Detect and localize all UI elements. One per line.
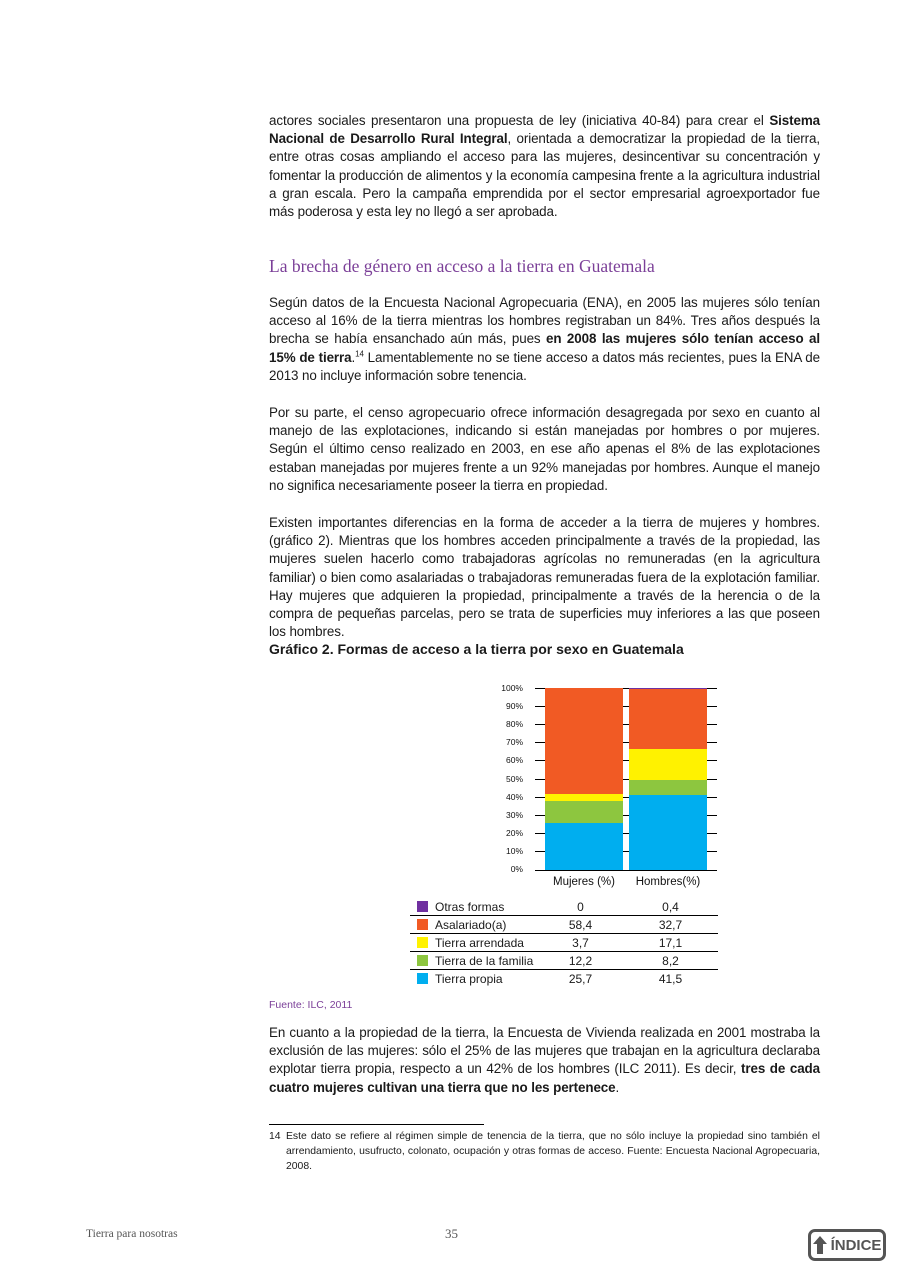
table-row	[410, 970, 718, 988]
footnote-number: 14	[269, 1131, 281, 1142]
y-tick-40: 40%	[505, 792, 523, 802]
ena-bold: en 2008 las mujeres sólo tenían acceso al 15% de tierra	[269, 331, 820, 365]
cell-value: 17,1	[623, 934, 718, 952]
table-row	[410, 934, 718, 952]
y-tick-100: 100%	[501, 683, 523, 693]
swatch-tierra-familia	[417, 955, 428, 966]
y-tick-0: 0%	[510, 864, 523, 874]
seg-tierra-propia	[629, 795, 707, 871]
paragraph-diferencias: Existen importantes diferencias en la forma de acceder a la tierra de mujeres y hombres. (gráfico 2). Mientras que los hombres acceden principalmente a través de la propiedad, las mujeres suelen hacerlo como trabajadoras agrícolas no remuneradas (en la agricultura familiar) o bien como asalariadas o trabajadoras remuneradas fuera de la explotación familiar. Hay mujeres que adquieren la propiedad, principalmente a través de la herencia o de la compra de pequeñas parcelas, pero se trata de superficies muy inferiores a las que poseen los hombres.	[269, 515, 820, 640]
table-row	[410, 898, 718, 916]
paragraph-ena: Según datos de la Encuesta Nacional Agropecuaria (ENA), en 2005 las mujeres sólo tenían acceso al 16% de la tierra mientras los hombres registraban un 84%. Tres años después la brecha se había ensanchado aún más, pues en 2008 las mujeres sólo tenían acceso al 15% de tierra.$^{14}$ Lamentablemente no se tiene acceso a datos más recientes, pues la ENA de 2013 no incluye información sobre tenencia.	[269, 295, 820, 383]
bar-mujeres	[545, 688, 623, 870]
cell-value: 0,4	[623, 898, 718, 916]
cell-value: 58,4	[538, 916, 623, 934]
table-row	[410, 916, 718, 934]
chart-data-table	[410, 898, 718, 987]
swatch-tierra-arrendada	[417, 937, 428, 948]
vivienda-text-2: .	[615, 1079, 620, 1095]
y-tick-70: 70%	[505, 737, 523, 747]
vivienda-bold: tres de cada cuatro mujeres cultivan una tierra que no les pertenece	[269, 1061, 820, 1095]
seg-tierra-propia	[545, 823, 623, 870]
y-tick-80: 80%	[505, 719, 523, 729]
seg-asalariado	[545, 688, 623, 794]
index-button-label: ÍNDICE	[830, 1236, 882, 1254]
cell-value: 25,7	[568, 971, 593, 986]
y-tick-60: 60%	[505, 755, 523, 765]
paragraph-vivienda	[269, 1024, 820, 1097]
footnote-divider	[269, 1124, 484, 1125]
cell-value: 0	[538, 898, 623, 916]
seg-tierra-arrendada	[629, 749, 707, 780]
intro-text-2: , orientada a democratizar la propiedad de la tierra, entre otras cosas ampliando el acceso para las mujeres, desincentivar su concentración y fomentar la producción de alimentos y la economía campesina frente a la agricultura industrial a gran escala. Pero la campaña emprendida por el sector empresarial agroexportador fue más poderosa y esta ley no llegó a ser aprobada.	[269, 131, 820, 220]
seg-otras-formas	[629, 688, 707, 689]
arrow-up-icon	[813, 1236, 827, 1254]
section-heading: La brecha de género en acceso a la tierra en Guatemala	[269, 256, 655, 276]
cell-value: 8,2	[623, 952, 718, 970]
ena-text: Según datos de la Encuesta Nacional Agropecuaria (ENA), en 2005 las mujeres sólo tenían acceso al 16% de la tierra mientras los hombres registraban un 84%. Tres años después la brecha se había ensanchado aún más, pues	[269, 295, 820, 347]
swatch-asalariado	[417, 919, 428, 930]
vivienda-text: En cuanto a la propiedad de la tierra, la Encuesta de Vivienda realizada en 2001 mostraba la exclusión de las mujeres: sólo el 25% de las mujeres que trabajan en la agricultura declaraba explotar tierra propia, respecto a un 42% de los hombres (ILC 2011). Es decir,	[269, 1025, 820, 1077]
paragraph-censo: Por su parte, el censo agropecuario ofrece información desagregada por sexo en cuanto al manejo de las explotaciones, indicando si están manejadas por hombres o por mujeres. Según el último censo realizado en 2003, en ese año apenas el 8% de las explotaciones estaban manejadas por mujeres frente a un 92% manejadas por hombres. Aunque el manejo no significa necesariamente poseer la tierra en propiedad.	[269, 405, 820, 493]
intro-paragraph	[269, 112, 820, 221]
swatch-otras-formas	[417, 901, 428, 912]
bar-hombres	[629, 688, 707, 870]
seg-tierra-familia	[545, 801, 623, 823]
chart-caption: Gráfico 2. Formas de acceso a la tierra por sexo en Guatemala	[269, 641, 684, 657]
intro-bold: Sistema Nacional de Desarrollo Rural Integral	[269, 113, 820, 147]
legend-label: Asalariado(a)	[435, 917, 507, 932]
y-tick-10: 10%	[505, 846, 523, 856]
y-tick-90: 90%	[505, 701, 523, 711]
legend-label: Otras formas	[435, 899, 505, 914]
seg-tierra-familia	[629, 780, 707, 795]
intro-text: actores sociales presentaron una propuesta de ley (iniciativa 40-84) para crear el	[269, 113, 770, 128]
table-row	[410, 952, 718, 970]
footnote-ref[interactable]: 14	[355, 349, 364, 359]
y-tick-30: 30%	[505, 810, 523, 820]
cell-value: 41,5	[658, 971, 683, 986]
seg-asalariado	[629, 689, 707, 749]
x-label-hombres: Hombres(%)	[635, 876, 701, 888]
cell-value: 32,7	[623, 916, 718, 934]
x-label-mujeres: Mujeres (%)	[553, 876, 615, 888]
ena-text-2: Lamentablemente no se tiene acceso a datos más recientes, pues la ENA de 2013 no incluye información sobre tenencia.	[269, 349, 820, 383]
chart-source: Fuente: ILC, 2011	[269, 999, 353, 1011]
footer-book-title: Tierra para nosotras	[86, 1228, 178, 1240]
seg-tierra-arrendada	[545, 794, 623, 801]
cell-value: 12,2	[538, 952, 623, 970]
y-tick-50: 50%	[505, 774, 523, 784]
y-tick-20: 20%	[505, 828, 523, 838]
footnote	[269, 1129, 820, 1174]
cell-value: 3,7	[538, 934, 623, 952]
swatch-tierra-propia	[417, 973, 428, 984]
legend-label: Tierra propia	[435, 971, 503, 986]
stacked-bar-chart	[490, 680, 730, 900]
index-button[interactable]	[808, 1229, 886, 1261]
page-number: 35	[445, 1226, 458, 1241]
legend-label: Tierra arrendada	[435, 935, 524, 950]
footnote-text: Este dato se refiere al régimen simple de tenencia de la tierra, que no sólo incluye la propiedad sino también el arrendamiento, usufructo, colonato, ocupación y otras formas de acceso. Fuente: Encuesta Nacional Agropecuaria, 2008.	[286, 1131, 820, 1172]
legend-label: Tierra de la familia	[435, 953, 534, 968]
